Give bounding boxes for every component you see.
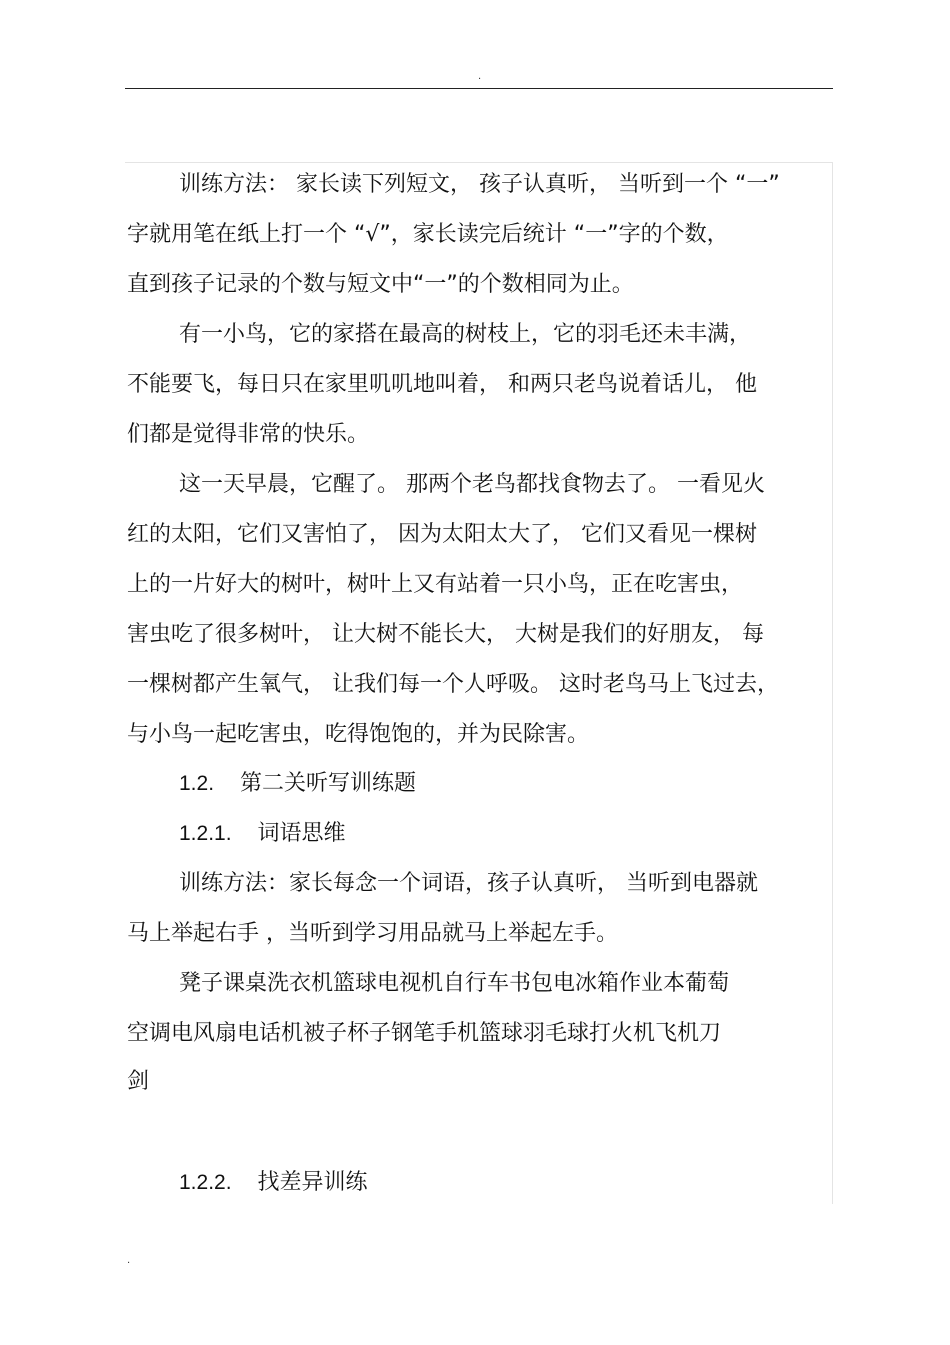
subsection-heading [179, 817, 831, 851]
subsection-title: 词语思维 [257, 821, 346, 846]
paragraph-line: 害虫吃了很多树叶， 让大树不能长大， 大树是我们的好朋友， 每 [127, 622, 764, 647]
word-list-line: 凳子课桌洗衣机篮球电视机自行车书包电冰箱作业本葡萄 [179, 971, 730, 996]
paragraph-line: 与小鸟一起吃害虫，吃得饱饱的，并为民除害。 [127, 722, 590, 747]
paragraph-line: 字就用笔在纸上打一个 “√”，家长读完后统计 “一”字的个数， [127, 222, 729, 247]
paragraph-line: 红的太阳，它们又害怕了， 因为太阳太大了， 它们又看见一棵树 [127, 522, 757, 547]
paragraph-line: 训练方法： 家长读下列短文， 孩子认真听， 当听到一个 “一” [179, 172, 780, 197]
page-header-mark: . [478, 71, 482, 82]
header-rule [125, 88, 833, 89]
paragraph-line: 这一天早晨，它醒了。 那两个老鸟都找食物去了。 一看见火 [179, 472, 765, 497]
paragraph-line: 直到孩子记录的个数与短文中“一”的个数相同为止。 [127, 272, 634, 297]
subsection-number: 1.2.1. [179, 822, 232, 845]
word-list-line: 空调电风扇电话机被子杯子钢笔手机篮球羽毛球打火机飞机刀 [127, 1021, 722, 1046]
subsection-number: 1.2.2. [179, 1171, 232, 1194]
paragraph-line: 不能要飞，每日只在家里叽叽地叫着， 和两只老鸟说着话儿， 他 [127, 372, 757, 397]
subsection-title: 找差异训练 [257, 1170, 368, 1195]
section-number: 1.2. [179, 772, 215, 795]
paragraph-line: 训练方法：家长每念一个词语，孩子认真听， 当听到电器就 [179, 871, 758, 896]
word-list-line: 剑 [127, 1069, 150, 1094]
page-frame-top [125, 162, 833, 163]
paragraph-line: 上的一片好大的树叶，树叶上又有站着一只小鸟，正在吃害虫， [127, 572, 744, 597]
paragraph-line: 们都是觉得非常的快乐。 [127, 422, 370, 447]
subsection-heading [179, 1166, 831, 1200]
page-frame-right [832, 162, 833, 1204]
paragraph-line: 马上举起右手 ，当听到学习用品就马上举起左手。 [127, 921, 618, 946]
section-title: 第二关听写训练题 [240, 771, 417, 796]
page-footer-mark: . [127, 1255, 131, 1266]
paragraph-line: 一棵树都产生氧气， 让我们每一个人呼吸。 这时老鸟马上飞过去， [127, 672, 779, 697]
paragraph-line: 有一小鸟，它的家搭在最高的树枝上，它的羽毛还未丰满， [179, 322, 752, 347]
section-heading [179, 767, 831, 801]
